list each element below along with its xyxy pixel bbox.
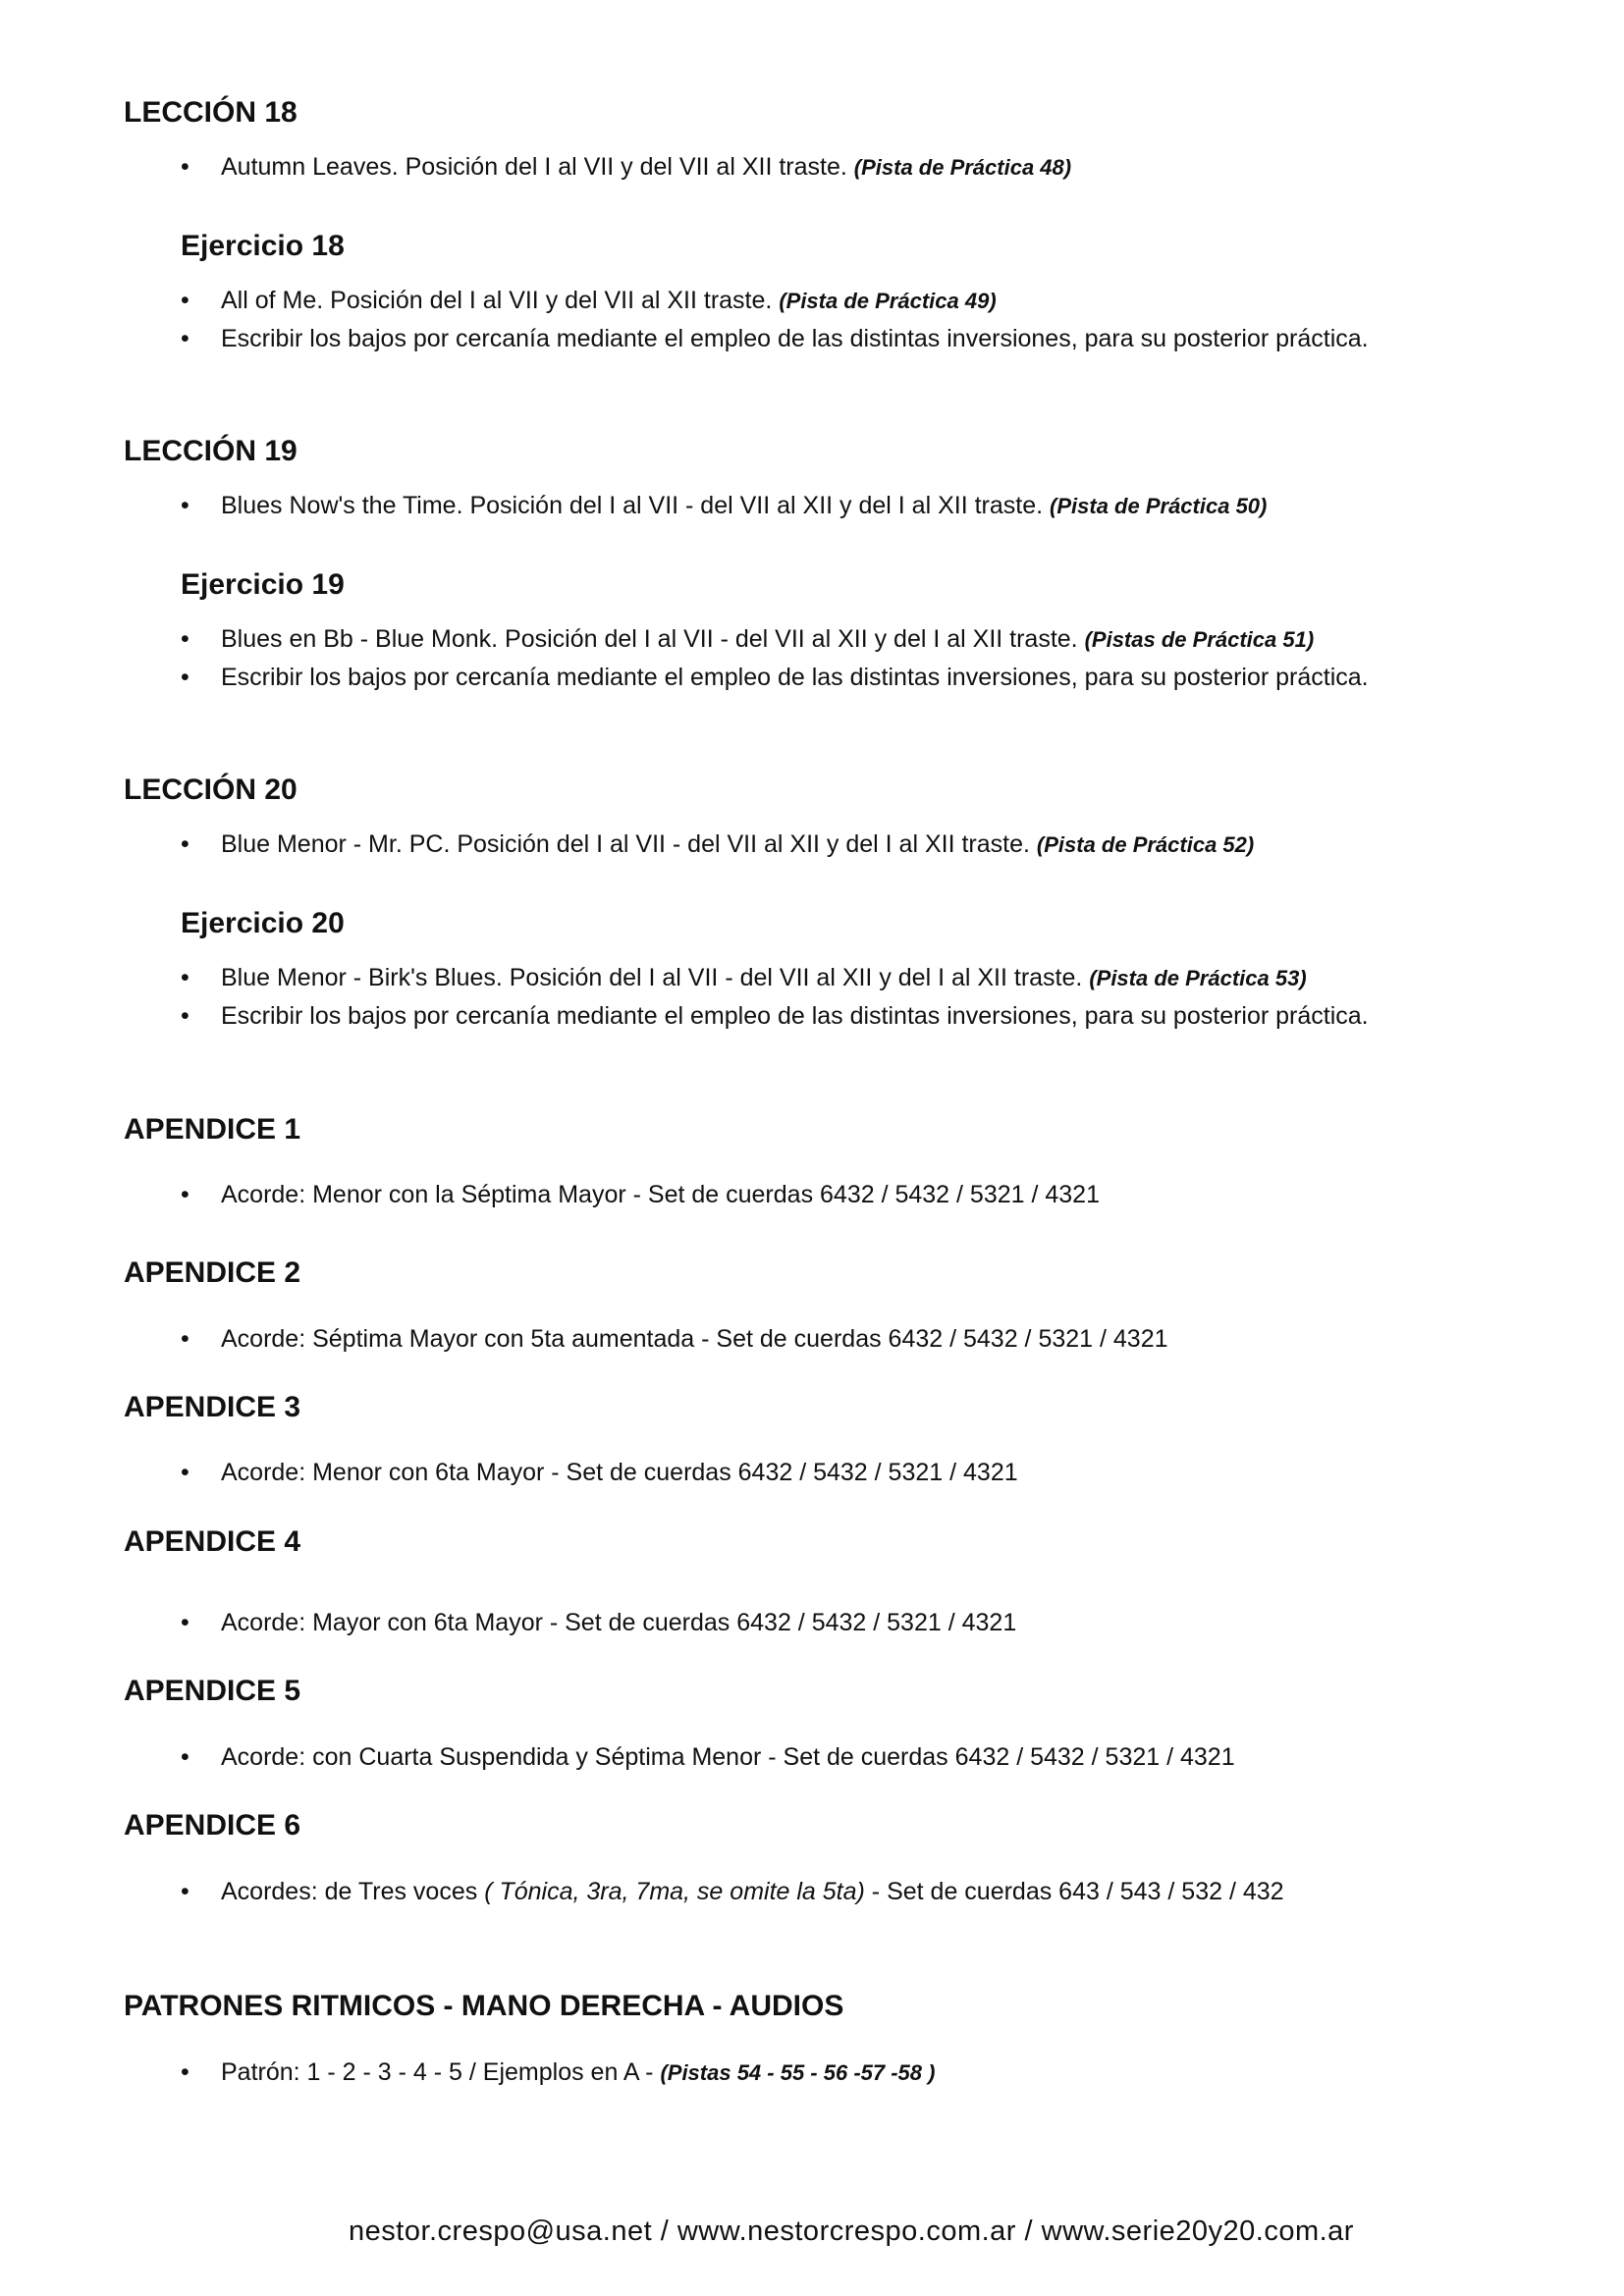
appendix-heading: APENDICE 6 xyxy=(124,1809,301,1842)
item-text: Acorde: con Cuarta Suspendida y Séptima Menor - Set de cuerdas 6432 / 5432 / 5321 / 4321 xyxy=(221,1743,1235,1771)
patterns-heading: PATRONES RITMICOS - MANO DERECHA - AUDIOS xyxy=(124,1990,844,2022)
item-text: Escribir los bajos por cercanía mediante el empleo de las distintas inversiones, para su posterior práctica. xyxy=(221,325,1369,352)
appendix-heading: APENDICE 3 xyxy=(124,1391,301,1423)
item-text: Acorde: Mayor con 6ta Mayor - Set de cuerdas 6432 / 5432 / 5321 / 4321 xyxy=(221,1609,1017,1636)
track-reference: (Pista de Práctica 50) xyxy=(1050,494,1268,518)
appendix-heading: APENDICE 4 xyxy=(124,1525,301,1558)
item-text: Blues Now's the Time. Posición del I al VII - del VII al XII y del I al XII traste. xyxy=(221,492,1051,519)
item-note: ( Tónica, 3ra, 7ma, se omite la 5ta) xyxy=(484,1878,865,1905)
track-reference: (Pistas 54 - 55 - 56 -57 -58 ) xyxy=(660,2060,936,2085)
exercise-heading: Ejercicio 19 xyxy=(181,568,345,601)
lesson-heading: LECCIÓN 20 xyxy=(124,774,298,806)
item-text: Acorde: Menor con 6ta Mayor - Set de cuerdas 6432 / 5432 / 5321 / 4321 xyxy=(221,1459,1018,1486)
lesson-heading: LECCIÓN 19 xyxy=(124,435,298,467)
item-text: Patrón: 1 - 2 - 3 - 4 - 5 / Ejemplos en A - xyxy=(221,2058,661,2086)
appendix-heading: APENDICE 2 xyxy=(124,1256,301,1289)
appendix-heading: APENDICE 5 xyxy=(124,1675,301,1707)
footer-contact: nestor.crespo@usa.net / www.nestorcrespo.com.ar / www.serie20y20.com.ar xyxy=(349,2216,1354,2247)
exercise-heading: Ejercicio 18 xyxy=(181,230,345,262)
item-text: Blue Menor - Birk's Blues. Posición del I al VII - del VII al XII y del I al XII traste. xyxy=(221,964,1090,991)
item-text: Autumn Leaves. Posición del I al VII y del VII al XII traste. xyxy=(221,153,854,181)
item-text: Escribir los bajos por cercanía mediante el empleo de las distintas inversiones, para su posterior práctica. xyxy=(221,1002,1369,1030)
item-text: Acorde: Séptima Mayor con 5ta aumentada - Set de cuerdas 6432 / 5432 / 5321 / 4321 xyxy=(221,1325,1168,1353)
exercise-heading: Ejercicio 20 xyxy=(181,907,345,939)
item-text: Escribir los bajos por cercanía mediante el empleo de las distintas inversiones, para su posterior práctica. xyxy=(221,664,1369,691)
item-text: Acordes: de Tres voces xyxy=(221,1878,485,1905)
track-reference: (Pista de Práctica 48) xyxy=(853,155,1072,180)
track-reference: (Pista de Práctica 52) xyxy=(1036,832,1255,857)
appendix-heading: APENDICE 1 xyxy=(124,1113,301,1146)
item-text: All of Me. Posición del I al VII y del VII al XII traste. xyxy=(221,287,780,314)
track-reference: (Pista de Práctica 49) xyxy=(779,289,997,313)
item-text: Acorde: Menor con la Séptima Mayor - Set de cuerdas 6432 / 5432 / 5321 / 4321 xyxy=(221,1181,1100,1208)
track-reference: (Pistas de Práctica 51) xyxy=(1084,627,1315,652)
item-text: Blues en Bb - Blue Monk. Posición del I al VII - del VII al XII y del I al XII traste. xyxy=(221,625,1085,653)
item-text: - Set de cuerdas 643 / 543 / 532 / 432 xyxy=(864,1878,1284,1905)
lesson-heading: LECCIÓN 18 xyxy=(124,96,298,129)
track-reference: (Pista de Práctica 53) xyxy=(1089,966,1307,990)
item-text: Blue Menor - Mr. PC. Posición del I al VII - del VII al XII y del I al XII traste. xyxy=(221,830,1037,858)
